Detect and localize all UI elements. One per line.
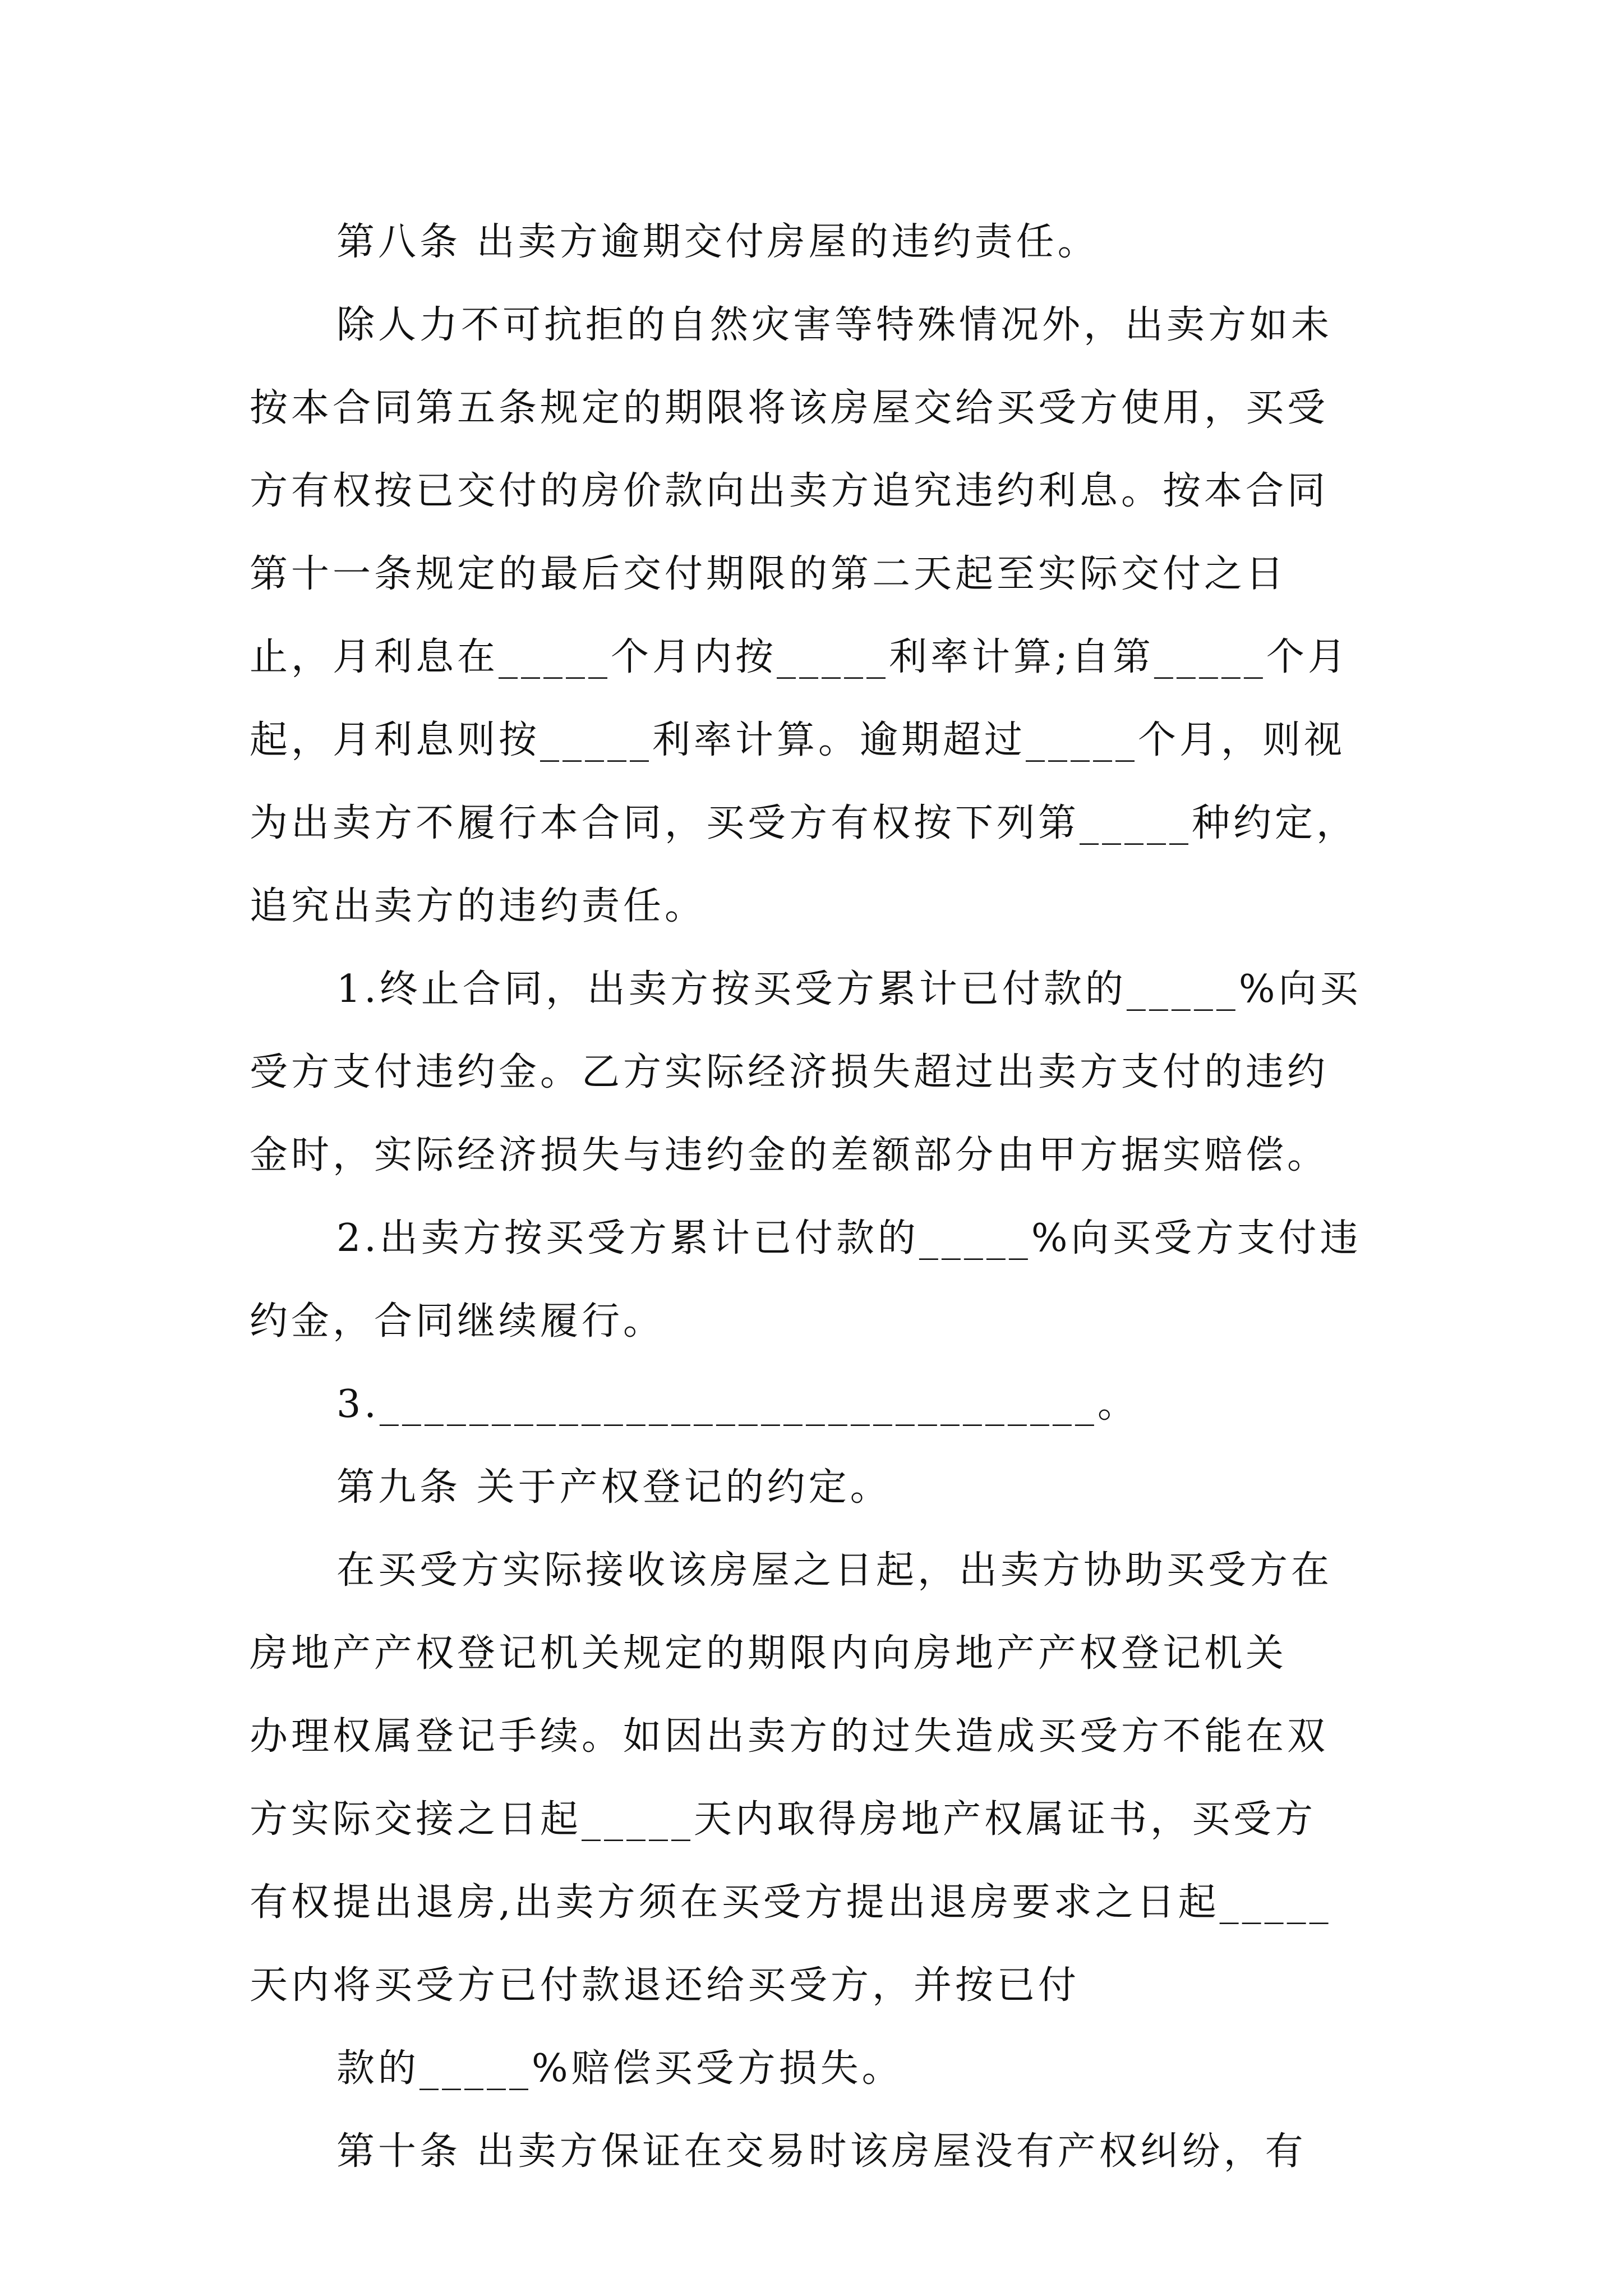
paragraph-line: 办理权属登记手续。如因出卖方的过失造成买受方不能在双 xyxy=(250,1714,1329,1759)
paragraph-line: 天内将买受方已付款退还给买受方，并按已付 xyxy=(250,1963,1080,2008)
paragraph-line: 按本合同第五条规定的期限将该房屋交给买受方使用，买受 xyxy=(250,386,1329,430)
article-8-heading: 第八条 出卖方逾期交付房屋的违约责任。 xyxy=(336,220,1099,264)
paragraph-line: 起，月利息则按_____利率计算。逾期超过_____个月，则视 xyxy=(250,718,1346,762)
paragraph-line: 受方支付违约金。乙方实际经济损失超过出卖方支付的违约 xyxy=(250,1050,1329,1094)
paragraph-line: 方实际交接之日起_____天内取得房地产权属证书，买受方 xyxy=(250,1797,1317,1842)
list-item-3: 3.________________________________。 xyxy=(336,1382,1139,1427)
paragraph-line: 方有权按已交付的房价款向出卖方追究违约利息。按本合同 xyxy=(250,469,1329,513)
paragraph-line: 追究出卖方的违约责任。 xyxy=(250,884,707,928)
paragraph-line: 在买受方实际接收该房屋之日起，出卖方协助买受方在 xyxy=(336,1548,1333,1593)
paragraph-line: 第十一条规定的最后交付期限的第二天起至实际交付之日 xyxy=(250,552,1288,596)
paragraph-line: 款的_____%赔偿买受方损失。 xyxy=(336,2046,903,2091)
list-item-2: 2.出卖方按买受方累计已付款的_____%向买受方支付违 xyxy=(336,1216,1362,1260)
paragraph-line: 止，月利息在_____个月内按_____利率计算;自第_____个月 xyxy=(250,635,1349,679)
paragraph-line: 为出卖方不履行本合同，买受方有权按下列第_____种约定， xyxy=(250,801,1358,845)
article-10-heading: 第十条 出卖方保证在交易时该房屋没有产权纠纷，有 xyxy=(336,2129,1307,2174)
list-item-1: 1.终止合同，出卖方按买受方累计已付款的_____%向买 xyxy=(336,967,1362,1011)
paragraph-line: 房地产产权登记机关规定的期限内向房地产产权登记机关 xyxy=(250,1631,1288,1676)
article-9-heading: 第九条 关于产权登记的约定。 xyxy=(336,1465,892,1510)
paragraph-line: 有权提出退房,出卖方须在买受方提出退房要求之日起_____ xyxy=(250,1880,1332,1925)
paragraph-line: 金时，实际经济损失与违约金的差额部分由甲方据实赔偿。 xyxy=(250,1133,1329,1177)
paragraph-line: 约金，合同继续履行。 xyxy=(250,1299,665,1343)
paragraph-line: 除人力不可抗拒的自然灾害等特殊情况外，出卖方如未 xyxy=(336,303,1333,347)
